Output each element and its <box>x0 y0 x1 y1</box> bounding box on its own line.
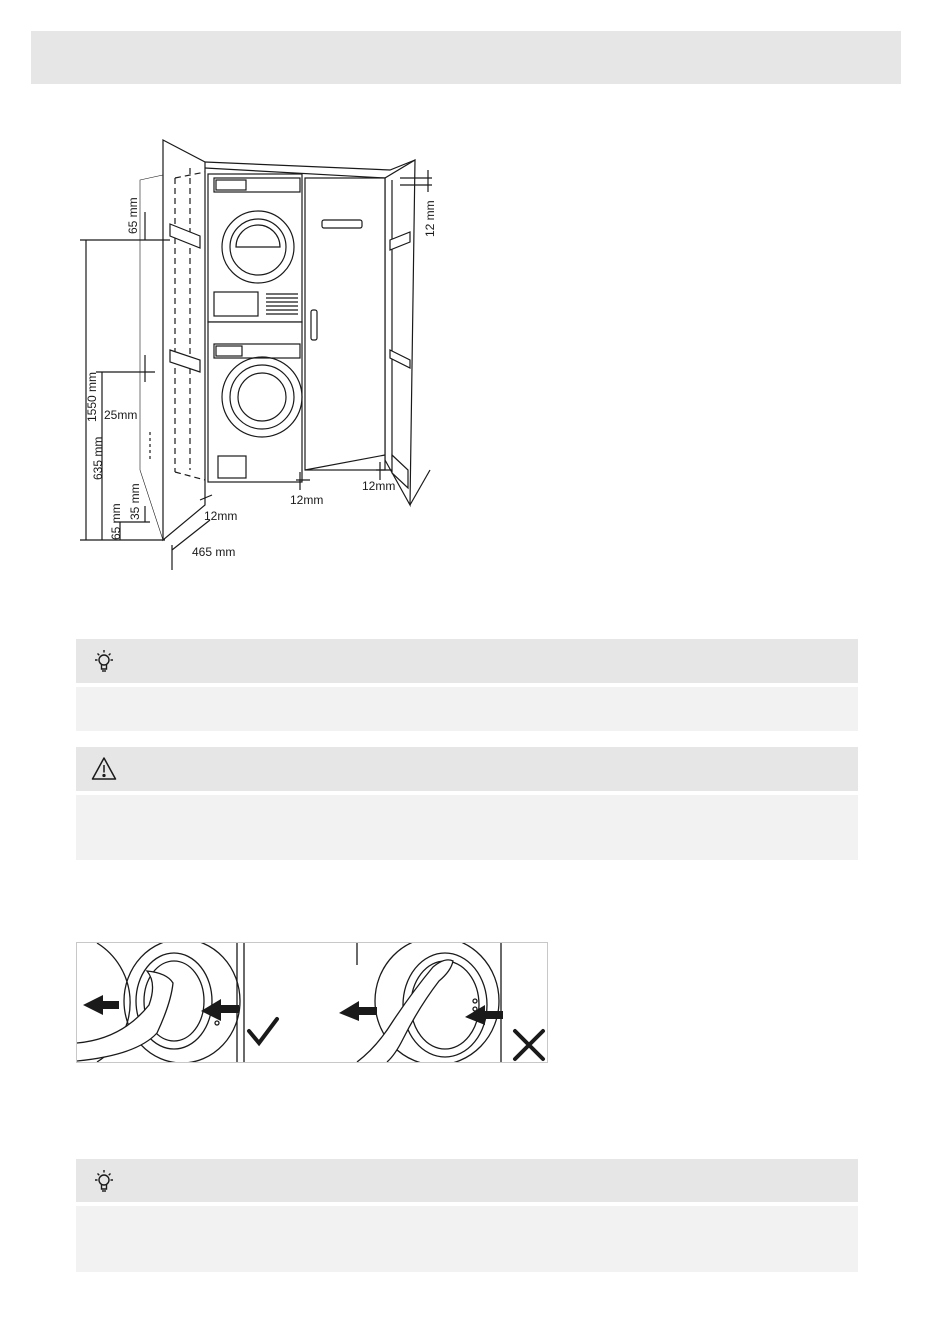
dim-top-clearance: 12 mm <box>423 200 437 237</box>
dim-side-gap-left: 12mm <box>204 509 238 523</box>
dim-depth: 465 mm <box>192 545 236 559</box>
correct-door-handling <box>77 943 277 1062</box>
cross-icon <box>515 1031 543 1059</box>
dim-top-bracket-gap: 65 mm <box>126 197 140 234</box>
tip-notice-body-2 <box>76 1206 858 1272</box>
dim-bottom-bracket-gap: 65 mm <box>109 503 123 540</box>
tip-notice-header <box>76 639 858 683</box>
page-header-bar <box>31 31 901 84</box>
dim-side-gap-right: 12mm <box>362 479 396 493</box>
dim-height-total: 1550 mm <box>85 371 99 422</box>
warning-triangle-icon <box>90 755 118 783</box>
tip-notice-header-2 <box>76 1159 858 1202</box>
installation-diagram <box>70 130 450 580</box>
dim-floor-gap-middle: 12mm <box>290 493 324 507</box>
warning-notice-header <box>76 747 858 791</box>
dim-plinth-gap: 35 mm <box>128 483 142 520</box>
dim-bracket-offset: 25mm <box>104 408 138 422</box>
tip-notice-body <box>76 687 858 731</box>
lightbulb-icon <box>90 1167 118 1195</box>
checkmark-icon <box>249 1019 277 1043</box>
incorrect-door-handling <box>339 943 543 1062</box>
dim-height-lower-bracket: 635 mm <box>91 436 105 480</box>
door-handling-figure <box>76 942 548 1063</box>
warning-notice-body <box>76 795 858 860</box>
lightbulb-icon <box>90 647 118 675</box>
